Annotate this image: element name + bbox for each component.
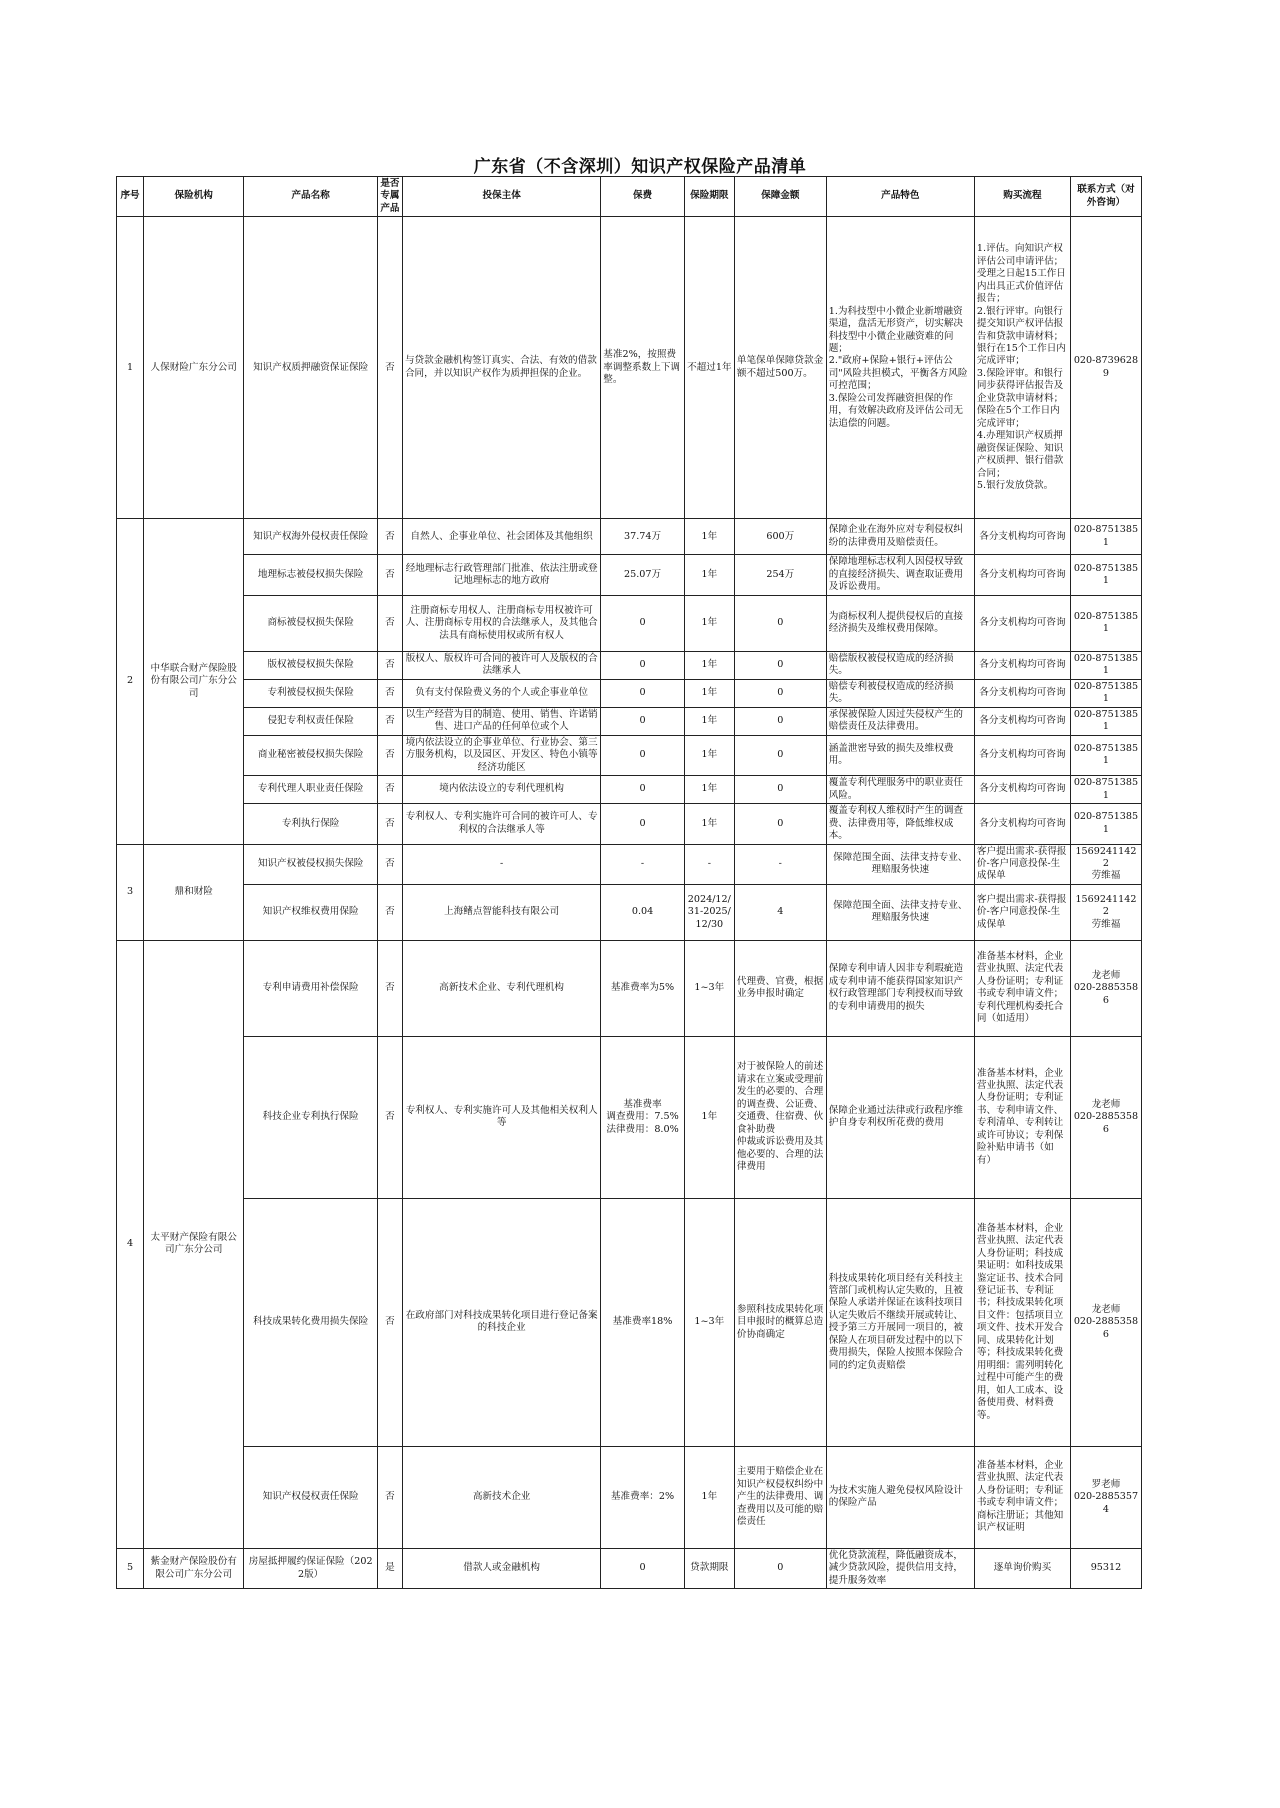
- product-feature: 赔偿专利被侵权造成的经济损失。: [826, 679, 974, 707]
- contact: 020-87513851: [1070, 776, 1141, 804]
- insurance-period: 1年: [684, 804, 734, 844]
- row-number: 1: [117, 217, 144, 519]
- premium: -: [601, 844, 685, 884]
- purchase-process: 准备基本材料，企业营业执照、法定代表人身份证明；科技成果证明：如科技成果鉴定证书、技术合同登记证书、专利证书；科技成果转化项目文件：包括项目立项文件、技术开发合同、成果转化计划等；科技成果转化费用明细：需列明转化过程中可能产生的费用，如人工成本、设备使用费、材料费等。: [974, 1198, 1070, 1446]
- insured-subject: 专利权人、专利实施许可人及其他相关权利人等: [402, 1036, 600, 1198]
- contact: 15692411422 劳维福: [1070, 844, 1141, 884]
- premium: 基准费率18%: [601, 1198, 685, 1446]
- exclusive-flag: 否: [377, 776, 402, 804]
- insurance-period: 1年: [684, 679, 734, 707]
- contact: 罗老师 020-28853574: [1070, 1446, 1141, 1548]
- header-cell: 产品名称: [244, 177, 378, 217]
- product-name: 知识产权质押融资保证保险: [244, 217, 378, 519]
- table-row: [117, 679, 1142, 707]
- exclusive-flag: 是: [377, 1548, 402, 1588]
- coverage-amount: 参照科技成果转化项目申报时的概算总造价协商确定: [734, 1198, 826, 1446]
- exclusive-flag: 否: [377, 679, 402, 707]
- purchase-process: 各分支机构均可咨询: [974, 804, 1070, 844]
- coverage-amount: 代理费、官费，根据业务申报时确定: [734, 940, 826, 1036]
- insured-subject: 境内依法设立的企事业单位、行业协会、第三方服务机构，以及园区、开发区、特色小镇等经济功能区: [402, 735, 600, 775]
- header-cell: 投保主体: [402, 177, 600, 217]
- purchase-process: 各分支机构均可咨询: [974, 679, 1070, 707]
- insured-subject: 高新技术企业、专利代理机构: [402, 940, 600, 1036]
- purchase-process: 准备基本材料，企业营业执照、法定代表人身份证明；专利证书或专利申请文件；商标注册证；其他知识产权证明: [974, 1446, 1070, 1548]
- coverage-amount: 对于被保险人的前述请求在立案或受理前发生的必要的、合理的调查费、公证费、交通费、住宿费、伙食补助费 仲裁或诉讼费用及其他必要的、合理的法律费用: [734, 1036, 826, 1198]
- contact: 020-87513851: [1070, 804, 1141, 844]
- insured-subject: 高新技术企业: [402, 1446, 600, 1548]
- insurer-name: 中华联合财产保险股份有限公司广东分公司: [144, 519, 244, 844]
- row-number: 3: [117, 844, 144, 940]
- insured-subject: 注册商标专用权人、注册商标专用权被许可人、注册商标专用权的合法继承人，及其他合法具有商标使用权或所有权人: [402, 595, 600, 651]
- coverage-amount: 0: [734, 735, 826, 775]
- table-row: [117, 940, 1142, 1036]
- table-row: [117, 1036, 1142, 1198]
- premium: 0: [601, 679, 685, 707]
- premium: 0: [601, 595, 685, 651]
- contact: 020-87513851: [1070, 595, 1141, 651]
- insurance-period: 1年: [684, 735, 734, 775]
- purchase-process: 各分支机构均可咨询: [974, 555, 1070, 595]
- header-cell: 产品特色: [826, 177, 974, 217]
- premium: 37.74万: [601, 519, 685, 555]
- insured-subject: -: [402, 844, 600, 884]
- insured-subject: 上海鳍点智能科技有限公司: [402, 884, 600, 940]
- purchase-process: 准备基本材料，企业营业执照、法定代表人身份证明；专利证书、专利申请文件、专利清单、专利转让或许可协议；专利保险补贴申请书（如有）: [974, 1036, 1070, 1198]
- table-row: [117, 217, 1142, 519]
- table-row: [117, 1198, 1142, 1446]
- contact: 020-87513851: [1070, 651, 1141, 679]
- product-feature: 赔偿版权被侵权造成的经济损失。: [826, 651, 974, 679]
- row-number: 5: [117, 1548, 144, 1588]
- exclusive-flag: 否: [377, 1198, 402, 1446]
- exclusive-flag: 否: [377, 940, 402, 1036]
- product-name: 商业秘密被侵权损失保险: [244, 735, 378, 775]
- product-feature: 科技成果转化项目经有关科技主管部门或机构认定失败的，且被保险人承诺并保证在该科技项目认定失败后不继续开展或转让、授予第三方开展同一项目的，被保险人在项目研发过程中的以下费用损失，保险人按照本保险合同的约定负责赔偿: [826, 1198, 974, 1446]
- premium: 基准费率：2%: [601, 1446, 685, 1548]
- insurance-period: 1年: [684, 519, 734, 555]
- insured-subject: 境内依法设立的专利代理机构: [402, 776, 600, 804]
- product-name: 科技成果转化费用损失保险: [244, 1198, 378, 1446]
- exclusive-flag: 否: [377, 217, 402, 519]
- exclusive-flag: 否: [377, 1036, 402, 1198]
- contact: 020-87513851: [1070, 555, 1141, 595]
- insured-subject: 在政府部门对科技成果转化项目进行登记备案的科技企业: [402, 1198, 600, 1446]
- exclusive-flag: 否: [377, 884, 402, 940]
- table-row: [117, 555, 1142, 595]
- insurance-period: 贷款期限: [684, 1548, 734, 1588]
- insured-subject: 版权人、版权许可合同的被许可人及版权的合法继承人: [402, 651, 600, 679]
- product-feature: 优化贷款流程，降低融资成本，减少贷款风险，提供信用支持，提升服务效率: [826, 1548, 974, 1588]
- product-feature: 覆盖专利权人维权时产生的调查费、法律费用等，降低维权成本。: [826, 804, 974, 844]
- insurance-period: 不超过1年: [684, 217, 734, 519]
- product-name: 商标被侵权损失保险: [244, 595, 378, 651]
- premium: 0.04: [601, 884, 685, 940]
- row-number: 4: [117, 940, 144, 1548]
- product-name: 版权被侵权损失保险: [244, 651, 378, 679]
- purchase-process: 客户提出需求-获得报价-客户同意投保-生成保单: [974, 884, 1070, 940]
- insured-subject: 与贷款金融机构签订真实、合法、有效的借款合同，并以知识产权作为质押担保的企业。: [402, 217, 600, 519]
- product-name: 专利执行保险: [244, 804, 378, 844]
- header-cell: 序号: [117, 177, 144, 217]
- insurance-period: 1年: [684, 651, 734, 679]
- insurance-period: 1年: [684, 595, 734, 651]
- insurer-name: 太平财产保险有限公司广东分公司: [144, 940, 244, 1548]
- contact: 020-87396289: [1070, 217, 1141, 519]
- product-feature: 为技术实施人避免侵权风险设计的保险产品: [826, 1446, 974, 1548]
- insured-subject: 以生产经营为目的制造、使用、销售、许诺销售、进口产品的任何单位或个人: [402, 707, 600, 735]
- header-cell: 保障金额: [734, 177, 826, 217]
- coverage-amount: 600万: [734, 519, 826, 555]
- coverage-amount: 0: [734, 776, 826, 804]
- insurance-period: 1年: [684, 707, 734, 735]
- purchase-process: 各分支机构均可咨询: [974, 776, 1070, 804]
- coverage-amount: 0: [734, 651, 826, 679]
- insurance-period: 1年: [684, 776, 734, 804]
- page-title: 广东省（不含深圳）知识产权保险产品清单: [473, 157, 807, 177]
- header-cell: 购买流程: [974, 177, 1070, 217]
- insurance-period: 1~3年: [684, 940, 734, 1036]
- product-feature: 承保被保险人因过失侵权产生的赔偿责任及法律费用。: [826, 707, 974, 735]
- product-feature: 保障范围全面、法律支持专业、理赔服务快速: [826, 884, 974, 940]
- insured-subject: 专利权人、专利实施许可合同的被许可人、专利权的合法继承人等: [402, 804, 600, 844]
- insurer-name: 紫金财产保险股份有限公司广东分公司: [144, 1548, 244, 1588]
- header-cell: 保险期限: [684, 177, 734, 217]
- product-name: 侵犯专利权责任保险: [244, 707, 378, 735]
- coverage-amount: 主要用于赔偿企业在知识产权侵权纠纷中产生的法律费用、调查费用以及可能的赔偿责任: [734, 1446, 826, 1548]
- header-cell: 保费: [601, 177, 685, 217]
- product-feature: 涵盖泄密导致的损失及维权费用。: [826, 735, 974, 775]
- insurance-period: 1~3年: [684, 1198, 734, 1446]
- contact: 95312: [1070, 1548, 1141, 1588]
- exclusive-flag: 否: [377, 1446, 402, 1548]
- contact: 龙老师 020-28853586: [1070, 1198, 1141, 1446]
- insurance-period: 1年: [684, 1036, 734, 1198]
- exclusive-flag: 否: [377, 595, 402, 651]
- coverage-amount: 0: [734, 595, 826, 651]
- product-name: 专利代理人职业责任保险: [244, 776, 378, 804]
- coverage-amount: 单笔保单保障贷款金额不超过500万。: [734, 217, 826, 519]
- insurance-period: -: [684, 844, 734, 884]
- purchase-process: 各分支机构均可咨询: [974, 651, 1070, 679]
- table-header-row: [117, 177, 1142, 217]
- product-name: 专利申请费用补偿保险: [244, 940, 378, 1036]
- insured-subject: 负有支付保险费义务的个人或企事业单位: [402, 679, 600, 707]
- product-feature: 覆盖专利代理服务中的职业责任风险。: [826, 776, 974, 804]
- table-row: [117, 1446, 1142, 1548]
- row-number: 2: [117, 519, 144, 844]
- premium: 0: [601, 776, 685, 804]
- premium: 0: [601, 804, 685, 844]
- insurance-period: 2024/12/31-2025/12/30: [684, 884, 734, 940]
- header-cell: 保险机构: [144, 177, 244, 217]
- premium: 0: [601, 1548, 685, 1588]
- exclusive-flag: 否: [377, 844, 402, 884]
- table-row: [117, 735, 1142, 775]
- product-name: 科技企业专利执行保险: [244, 1036, 378, 1198]
- contact: 020-87513851: [1070, 679, 1141, 707]
- insurance-product-table: [116, 176, 1142, 1589]
- insurer-name: 人保财险广东分公司: [144, 217, 244, 519]
- premium: 0: [601, 651, 685, 679]
- product-feature: 保障企业在海外应对专利侵权纠纷的法律费用及赔偿责任。: [826, 519, 974, 555]
- exclusive-flag: 否: [377, 735, 402, 775]
- exclusive-flag: 否: [377, 707, 402, 735]
- purchase-process: 逐单询价购买: [974, 1548, 1070, 1588]
- purchase-process: 准备基本材料，企业营业执照、法定代表人身份证明；专利证书或专利申请文件；专利代理机构委托合同（如适用）: [974, 940, 1070, 1036]
- product-name: 知识产权维权费用保险: [244, 884, 378, 940]
- table-row: [117, 804, 1142, 844]
- premium: 基准费率为5%: [601, 940, 685, 1036]
- product-feature: 为商标权利人提供侵权后的直接经济损失及维权费用保障。: [826, 595, 974, 651]
- coverage-amount: 0: [734, 804, 826, 844]
- product-feature: 保障企业通过法律或行政程序维护自身专利权所花费的费用: [826, 1036, 974, 1198]
- insurance-period: 1年: [684, 555, 734, 595]
- table-row: [117, 707, 1142, 735]
- premium: 基准2%，按照费率调整系数上下调整。: [601, 217, 685, 519]
- product-feature: 1.为科技型中小微企业新增融资渠道，盘活无形资产，切实解决科技型中小微企业融资难的问题； 2."政府+保险+银行+评估公司"风险共担模式，平衡各方风险可控范围； 3.保险公司发挥融资担保的作用，有效解决政府及评估公司无法追偿的问题。: [826, 217, 974, 519]
- product-name: 专利被侵权损失保险: [244, 679, 378, 707]
- product-name: 房屋抵押履约保证保险（2022版）: [244, 1548, 378, 1588]
- purchase-process: 各分支机构均可咨询: [974, 595, 1070, 651]
- exclusive-flag: 否: [377, 651, 402, 679]
- product-feature: 保障范围全面、法律支持专业、理赔服务快速: [826, 844, 974, 884]
- contact: 020-87513851: [1070, 519, 1141, 555]
- contact: 020-87513851: [1070, 707, 1141, 735]
- purchase-process: 各分支机构均可咨询: [974, 707, 1070, 735]
- product-feature: 保障专利申请人因非专利瑕疵造成专利申请不能获得国家知识产权行政管理部门专利授权而导致的专利申请费用的损失: [826, 940, 974, 1036]
- product-name: 知识产权海外侵权责任保险: [244, 519, 378, 555]
- table-row: [117, 1548, 1142, 1588]
- purchase-process: 客户提出需求-获得报价-客户同意投保-生成保单: [974, 844, 1070, 884]
- exclusive-flag: 否: [377, 555, 402, 595]
- contact: 龙老师 020-28853586: [1070, 940, 1141, 1036]
- table-row: [117, 595, 1142, 651]
- premium: 25.07万: [601, 555, 685, 595]
- contact: 020-87513851: [1070, 735, 1141, 775]
- premium: 基准费率 调查费用：7.5% 法律费用：8.0%: [601, 1036, 685, 1198]
- header-cell: 是否专属产品: [377, 177, 402, 217]
- product-name: 地理标志被侵权损失保险: [244, 555, 378, 595]
- insured-subject: 借款人或金融机构: [402, 1548, 600, 1588]
- coverage-amount: 0: [734, 1548, 826, 1588]
- table-row: [117, 844, 1142, 884]
- product-name: 知识产权被侵权损失保险: [244, 844, 378, 884]
- exclusive-flag: 否: [377, 804, 402, 844]
- purchase-process: 各分支机构均可咨询: [974, 519, 1070, 555]
- insurer-name: 鼎和财险: [144, 844, 244, 940]
- table-row: [117, 884, 1142, 940]
- coverage-amount: -: [734, 844, 826, 884]
- product-feature: 保障地理标志权利人因侵权导致的直接经济损失、调查取证费用及诉讼费用。: [826, 555, 974, 595]
- coverage-amount: 254万: [734, 555, 826, 595]
- premium: 0: [601, 735, 685, 775]
- purchase-process: 各分支机构均可咨询: [974, 735, 1070, 775]
- contact: 龙老师 020-28853586: [1070, 1036, 1141, 1198]
- header-cell: 联系方式（对外咨询）: [1070, 177, 1141, 217]
- table-row: [117, 519, 1142, 555]
- exclusive-flag: 否: [377, 519, 402, 555]
- coverage-amount: 4: [734, 884, 826, 940]
- contact: 15692411422 劳维福: [1070, 884, 1141, 940]
- premium: 0: [601, 707, 685, 735]
- product-name: 知识产权侵权责任保险: [244, 1446, 378, 1548]
- table-row: [117, 776, 1142, 804]
- purchase-process: 1.评估。向知识产权评估公司申请评估；受理之日起15工作日内出具正式价值评估报告； 2.银行评审。向银行提交知识产权评估报告和贷款申请材料；银行在15个工作日内完成评审； 3.保险评审。和银行同步获得评估报告及企业贷款申请材料；保险在5个工作日内完成评审； 4.办理知识产权质押融资保证保险、知识产权质押、银行借款合同； 5.银行发放贷款。: [974, 217, 1070, 519]
- insurance-period: 1年: [684, 1446, 734, 1548]
- coverage-amount: 0: [734, 707, 826, 735]
- table-row: [117, 651, 1142, 679]
- coverage-amount: 0: [734, 679, 826, 707]
- insured-subject: 自然人、企事业单位、社会团体及其他组织: [402, 519, 600, 555]
- insured-subject: 经地理标志行政管理部门批准、依法注册或登记地理标志的地方政府: [402, 555, 600, 595]
